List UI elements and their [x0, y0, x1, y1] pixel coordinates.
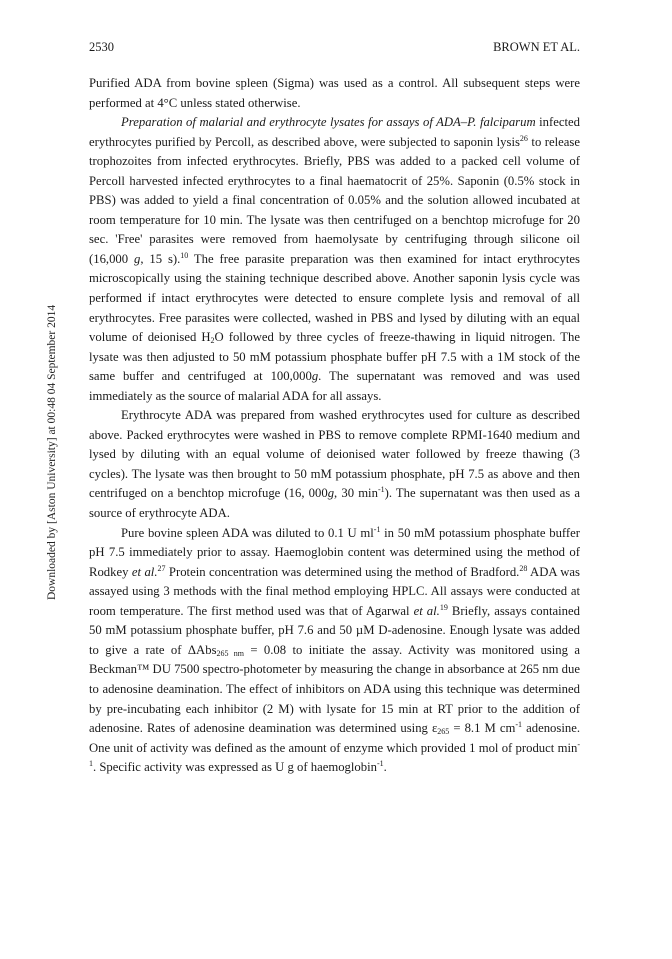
download-watermark: Downloaded by [Aston University] at 00:48 04 September 2014 [46, 304, 58, 600]
citation-26: 26 [519, 133, 528, 143]
paragraph-control: Purified ADA from bovine spleen (Sigma) was used as a control. All subsequent steps were performed at 4°C unless stated otherwise. [89, 76, 580, 110]
paragraph-ada-assay: Pure bovine spleen ADA was diluted to 0.1 U $ml^{-1}$ in 50 mM potassium phosphate buffer pH 7.5 immediately prior to assay. Haemoglobin content was determined using the method of Rodkey et al.$^{27}$ Protein concentration was determined using the method of Bradford.$^{28}$ ADA was assayed using 3 methods with the final method employing HPLC. All assays were conducted at room temperature. The first method used was that of Agarwal et al.$^{19}$ Briefly, assays contained 50 mM potassium phosphate buffer, pH 7.6 and 50 µM D-adenosine. Enough lysate was added to give a rate of ΔAbs$_{265 nm}$ = 0.08 to initiate the assay. Activity was monitored using a Beckman™ DU 7500 spectro-photometer by measuring the change in absorbance at 265 nm due to adenosine deamination. The effect of inhibitors on ADA using this technique was determined by pre-incubating each inhibitor (2 M) with lysate for 15 min at RT prior to the addition of adenosine. Rates of adenosine deamination was determined using $\varepsilon_{265} = 8.1$ M $cm^{-1}$ adenosine. One unit of activity was defined as the amount of enzyme which provided 1 mol of product $\min^{-1}$. Specific activity was expressed as U g of haemoglobin$^{-1}$. [89, 524, 581, 775]
citation-28: 28 [519, 563, 528, 573]
running-head: BROWN ET AL. [493, 40, 580, 54]
article-body [89, 74, 580, 778]
paragraph-erythrocyte-ada: Erythrocyte ADA was prepared from washed erythrocytes used for culture as described above. Packed erythrocytes were washed in PBS to remove complete RPMI-1640 medium and lysed by diluting with an equal volume of deionised water followed by freeze thawing (3 cycles). The lysate was then brought to 50 mM potassium phosphate, pH 7.5 as above and then centrifuged on a benchtop microfuge (16, 000g, 30 $\min^{-1}$). The supernatant was then used as a source of erythrocyte ADA. [89, 408, 580, 521]
page-number: 2530 [89, 40, 114, 54]
citation-27: 27 [157, 563, 166, 573]
citation-19: 19 [439, 602, 448, 612]
paragraph-lysate-preparation: Preparation of malarial and erythrocyte lysates for assays of ADA–P. falciparum infected erythrocytes purified by Percoll, as described above, were subjected to saponin lysis$^{26}$ to release trophozoites from infected erythrocytes. Briefly, PBS was added to a packed cell volume of Percoll harvested infected erythrocytes to a final haematocrit of 25%. Saponin (0.5% stock in PBS) was added to yield a final concentration of 0.05% and the solution allowed incubated at room temperature for 10 min. The lysate was then centrifuged on a benchtop microfuge for 20 sec. 'Free' parasites were removed from haemolysate by centrifuging through silicone oil (16,000 g, 15 s).$^{10}$ The free parasite preparation was then examined for intact erythrocytes microscopically using the staining technique described above. Another saponin lysis cycle was performed if intact erythrocytes were detected to ensure complete lysis and removal of all erythrocytes. Free parasites were collected, washed in PBS and lysed by diluting with an equal volume of deionised $H_2O$ followed by three cycles of freeze-thawing in liquid nitrogen. The lysate was then adjusted to 50 mM potassium phosphate buffer pH 7.5 with a 1M stock of the same buffer and centrifuged at 100,000g. The supernatant was removed and was used immediately as the source of malarial ADA for all assays. [89, 115, 581, 403]
running-header [89, 40, 580, 55]
section-heading: Preparation of malarial and erythrocyte lysates for assays of ADA–P. falciparum [121, 115, 536, 130]
citation-10: 10 [180, 250, 189, 260]
